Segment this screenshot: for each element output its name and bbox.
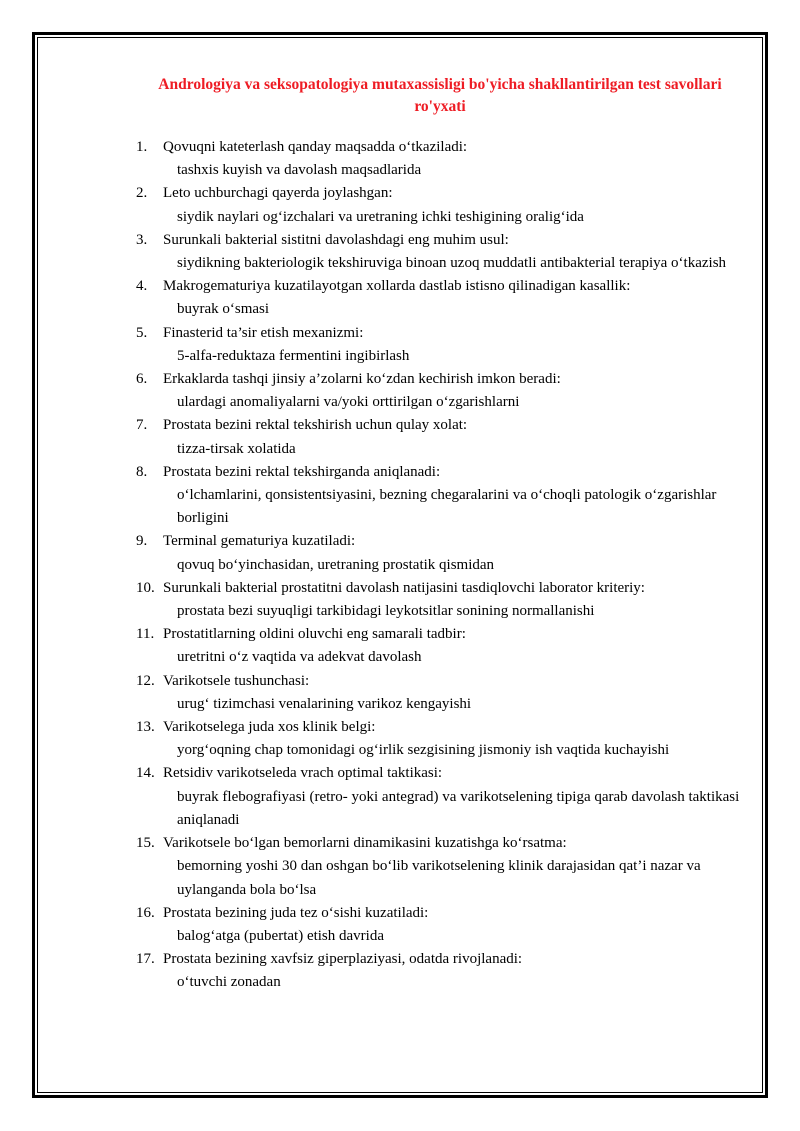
question-number: 4. [136,278,148,295]
answer-text: yorgʻoqning chap tomonidagi ogʻirlik sezgisining jismoniy ish vaqtida kuchayishi [177,742,670,759]
question-number: 6. [136,371,148,388]
answer-text: bemorning yoshi 30 dan oshgan boʻlib varikotselening klinik darajasidan qat’i nazar va uylanganda bola boʻlsa [177,858,701,898]
question-number: 13. [136,719,155,736]
question-text: Retsidiv varikotseleda vrach optimal taktikasi: [163,765,443,782]
answer-marker-icon [163,252,177,275]
answer-row [163,391,746,414]
answer-marker-icon [163,554,177,577]
question-number: 17. [136,951,155,968]
question-number: 1. [136,139,148,155]
question-number: 15. [136,835,155,852]
question-text: Prostata bezini rektal tekshirganda aniqlanadi: [163,463,441,480]
question-text: Surunkali bakterial sistitni davolashdagi eng muhim usul: [163,231,509,248]
answer-row [163,739,746,762]
question-text: Varikotselega juda xos klinik belgi: [163,719,376,736]
answer-text: tashxis kuyish va davolash maqsadlarida [177,162,422,179]
answer-marker-icon [163,925,177,948]
answer-row [163,786,746,832]
question-number: 11. [136,626,155,643]
answer-text: qovuq boʻyinchasidan, uretraning prostatik qismidan [177,556,495,573]
question-number: 16. [136,904,155,921]
question-item [136,322,746,368]
answer-text: uretritni oʻz vaqtida va adekvat davolash [177,649,422,666]
answer-text: prostata bezi suyuqligi tarkibidagi leykotsitlar sonining normallanishi [177,603,595,620]
answer-marker-icon [163,786,177,832]
question-text: Terminal gematuriya kuzatiladi: [163,533,356,550]
answer-text: buyrak oʻsmasi [177,301,270,318]
answer-marker-icon [163,159,177,182]
answer-row [163,252,746,275]
answer-text: urugʻ tizimchasi venalarining varikoz kengayishi [177,695,472,712]
answer-text: balogʻatga (pubertat) etish davrida [177,927,384,944]
question-item [136,368,746,414]
question-item [136,136,746,182]
answer-row [163,206,746,229]
question-number: 14. [136,765,155,782]
question-item [136,623,746,669]
answer-row [163,298,746,321]
answer-marker-icon [163,206,177,229]
answer-row [163,159,746,182]
question-text: Prostata bezining xavfsiz giperplaziyasi, odatda rivojlanadi: [163,951,523,968]
answer-row [163,554,746,577]
question-item [136,948,746,994]
question-number: 12. [136,672,155,689]
answer-marker-icon [163,600,177,623]
answer-text: 5-alfa-reduktaza fermentini ingibirlash [177,347,410,364]
question-item [136,577,746,623]
answer-text: buyrak flebografiyasi (retro- yoki antegrad) va varikotselening tipiga qarab davolash taktikasi aniqlanadi [177,788,740,828]
question-item [136,275,746,321]
answer-row [163,438,746,461]
answer-marker-icon [163,298,177,321]
question-text: Erkaklarda tashqi jinsiy a’zolarni koʻzdan kechirish imkon beradi: [163,371,561,388]
question-number: 10. [136,579,155,596]
answer-marker-icon [163,693,177,716]
question-text: Makrogematuriya kuzatilayotgan xollarda dastlab istisno qilinadigan kasallik: [163,278,631,295]
question-text: Qovuqni kateterlash qanday maqsadda oʻtkaziladi: [163,139,468,155]
question-list [136,136,746,995]
question-number: 9. [136,533,148,550]
document-title: Andrologiya va seksopatologiya mutaxassisligi bo'yicha shakllantirilgan test savollari ro'yxati [158,76,722,115]
answer-row [163,484,746,530]
question-item [136,414,746,460]
question-item [136,832,746,902]
question-item [136,461,746,531]
question-text: Finasterid ta’sir etish mexanizmi: [163,324,364,341]
answer-row [163,855,746,901]
question-text: Leto uchburchagi qayerda joylashgan: [163,185,393,202]
question-number: 3. [136,231,148,248]
question-number: 2. [136,185,148,202]
answer-text: siydik naylari ogʻizchalari va uretraning ichki teshigining oraligʻida [177,208,584,225]
question-number: 8. [136,463,148,480]
question-item [136,229,746,275]
answer-marker-icon [163,971,177,994]
answer-marker-icon [163,855,177,901]
question-text: Varikotsele tushunchasi: [163,672,310,689]
question-item [136,670,746,716]
answer-row [163,646,746,669]
answer-marker-icon [163,484,177,530]
question-text: Surunkali bakterial prostatitni davolash natijasini tasdiqlovchi laborator kriteriy: [163,579,645,596]
answer-marker-icon [163,345,177,368]
question-text: Prostata bezining juda tez oʻsishi kuzatiladi: [163,904,429,921]
answer-marker-icon [163,438,177,461]
question-item [136,902,746,948]
answer-row [163,971,746,994]
question-item [136,182,746,228]
question-text: Varikotsele boʻlgan bemorlarni dinamikasini kuzatishga koʻrsatma: [163,835,567,852]
answer-text: tizza-tirsak xolatida [177,440,296,457]
answer-marker-icon [163,391,177,414]
answer-row [163,693,746,716]
question-item [136,762,746,832]
question-number: 7. [136,417,148,434]
answer-text: oʻtuvchi zonadan [177,974,281,991]
answer-text: ulardagi anomaliyalarni va/yoki orttirilgan oʻzgarishlarni [177,394,520,411]
answer-text: oʻlchamlarini, qonsistentsiyasini, bezning chegaralarini va oʻchoqli patologik oʻzgarishlar borligini [177,487,717,527]
answer-marker-icon [163,739,177,762]
question-item [136,530,746,576]
answer-row [163,925,746,948]
question-text: Prostata bezini rektal tekshirish uchun qulay xolat: [163,417,468,434]
question-item [136,716,746,762]
question-text: Prostatitlarning oldini oluvchi eng samarali tadbir: [163,626,466,643]
answer-text: siydikning bakteriologik tekshiruviga binoan uzoq muddatli antibakterial terapiya oʻtkazish [177,255,727,272]
answer-row [163,600,746,623]
answer-marker-icon [163,646,177,669]
answer-row [163,345,746,368]
question-number: 5. [136,324,148,341]
